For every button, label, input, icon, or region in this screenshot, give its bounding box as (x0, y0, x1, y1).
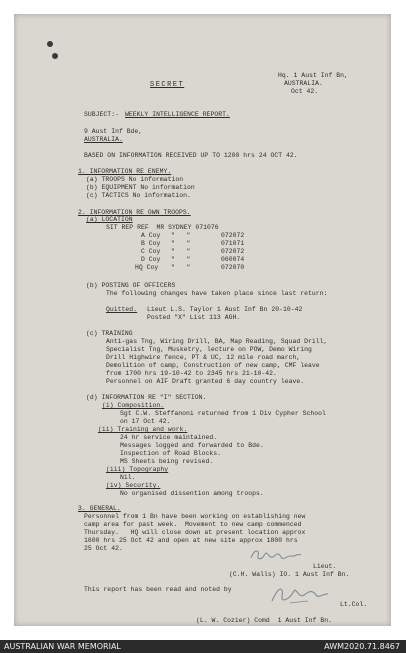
noted-line: This report has been read and noted by (84, 586, 232, 593)
topography-line: Nil. (120, 474, 136, 481)
location-ref: 072072 (221, 232, 245, 239)
location-ditto: " " (171, 264, 191, 271)
postings-text: The following changes have taken place since last return: (106, 290, 328, 297)
location-ditto: " " (171, 240, 191, 247)
training-work-line: 24 hr service maintained. (120, 434, 218, 441)
addressee-line: AUSTRALIA. (84, 136, 123, 143)
training-work-line: Inspection of Road Blocks. (120, 450, 222, 457)
training-work-line: MS Sheets being revised. (120, 458, 214, 465)
location-ditto: " " (171, 256, 191, 263)
subject-label: SUBJECT:- (84, 111, 119, 118)
security-label: (iv) Security. (106, 482, 161, 489)
country-header: AUSTRALIA. (284, 80, 323, 87)
location-ref: 071071 (221, 240, 245, 247)
archive-name: AUSTRALIAN WAR MEMORIAL (4, 642, 121, 651)
quitted-label: Quitted. (106, 306, 138, 313)
location-unit: A Coy (141, 232, 161, 239)
security-line: No organised dissention among troops. (120, 490, 264, 497)
composition-line: on 17 Oct 42. (120, 418, 171, 425)
training-work-line: Messages logged and forwarded to Bde. (120, 442, 264, 449)
section-2-heading: 2. INFORMATION RE OWN TROOPS. (78, 209, 191, 216)
co-rank: Lt.Col. (340, 601, 368, 608)
quitted-line: Posted "X" List 113 AGH. (147, 314, 241, 321)
location-label: (a) LOCATION (86, 216, 133, 223)
quitted-line: Lieut L.S. Taylor 1 Aust Inf Bn 20-10-42 (147, 306, 303, 313)
location-columns: SIT REP REF MR SYDNEY 071076 (106, 224, 219, 231)
location-unit: B Coy (141, 240, 161, 247)
based-on-line: BASED ON INFORMATION RECEIVED UP TO 1200 hrs 24 OCT 42. (84, 152, 298, 159)
location-ref: 072072 (221, 248, 245, 255)
page-title: SECRET (150, 81, 185, 89)
composition-label: (i) Composition. (102, 402, 165, 409)
location-unit: HQ Coy (135, 264, 159, 271)
general-line: 1600 hrs 25 Oct 42 and open at new site approx 1800 hrs (84, 537, 298, 544)
training-line: Demolition of camp, Construction of new camp, CMF leave (106, 362, 320, 369)
location-ref: 060074 (221, 256, 245, 263)
subject-text: WEEKLY INTELLIGENCE REPORT. (125, 111, 230, 118)
punch-hole (47, 41, 53, 47)
general-line: camp area for past week. Movement to new camp commenced (84, 521, 302, 528)
training-line: Personnel on AIF Draft granted 6 day country leave. (106, 378, 305, 385)
section-3-heading: 3. GENERAL. (78, 505, 121, 512)
topography-label: (iii) Topography (106, 466, 169, 473)
general-line: 25 Oct 42. (84, 545, 123, 552)
enemy-item: (c) TACTICS No information. (86, 192, 191, 199)
training-line: Drill Highwire fence, PT & UC, 12 mile road march, (106, 354, 301, 361)
archive-footer (0, 640, 406, 653)
io-signature (248, 545, 304, 565)
unit-header: Hq. 1 Aust Inf Bn, (278, 72, 348, 79)
location-unit: C Coy (141, 248, 161, 255)
training-label: (c) TRAINING (86, 330, 133, 337)
co-signature (268, 583, 340, 607)
io-name: (C.H. Walls) IO. 1 Aust Inf Bn. (229, 571, 350, 578)
general-line: Personnel from 1 Bn have been working on establishing new (84, 513, 306, 520)
general-line: Thursday. HQ will close down at present location approx (84, 529, 306, 536)
enemy-item: (a) TROOPS No information (86, 176, 184, 183)
archive-id: AWM2020.71.8467 (324, 642, 400, 651)
postings-label: (b) POSTING OF OFFICERS (86, 282, 176, 289)
io-rank: Lieut. (313, 563, 337, 570)
location-ditto: " " (171, 248, 191, 255)
training-line: Specialist Tng, Musketry, lecture on POW, Demo Wiring (106, 346, 312, 353)
training-line: from 1700 hrs 19-10-42 to 2345 hrs 21-10-42. (106, 370, 277, 377)
enemy-item: (b) EQUIPMENT No information (86, 184, 195, 191)
location-unit: D Coy (141, 256, 161, 263)
co-name: (L. W. Cozier) Comd 1 Aust Inf Bn. (196, 617, 332, 624)
report-date: Oct 42. (291, 88, 319, 95)
composition-line: Sgt C.W. Steffanoni returned from 1 Div Cypher School (120, 410, 326, 417)
punch-hole (52, 53, 58, 59)
i-section-label: (d) INFORMATION RE "I" SECTION. (86, 394, 207, 401)
training-line: Anti-gas Tng, Wiring Drill, BA, Map Reading, Squad Drill, (106, 338, 328, 345)
section-1-heading: 1. INFORMATION RE ENEMY. (78, 168, 172, 175)
training-work-label: (ii) Training and work. (98, 426, 188, 433)
location-ditto: " " (171, 232, 191, 239)
location-ref: 072070 (221, 264, 245, 271)
addressee-line: 9 Aust Inf Bde, (84, 128, 143, 135)
